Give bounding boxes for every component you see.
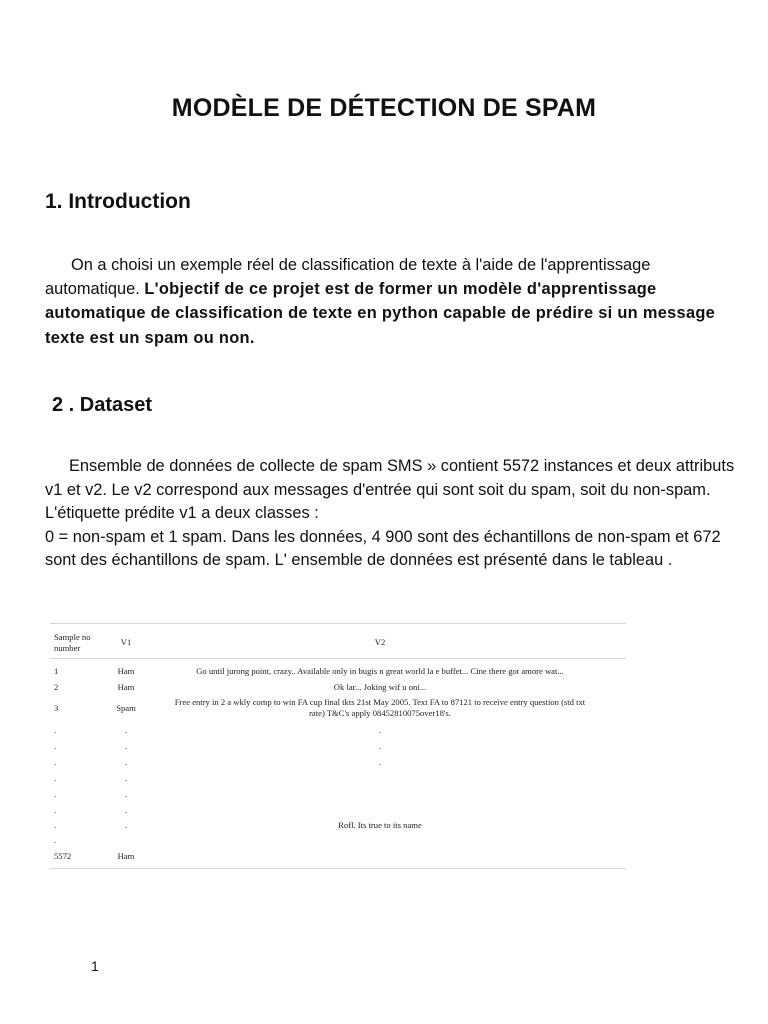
table-cell-sample: . [54, 773, 57, 783]
dataset-text-2: 0 = non-spam et 1 spam. Dans les données, 4 900 sont des échantillons de non-spam et 672 sont des échantillons de spam. L' ensemble de données est présenté dans le tableau . [45, 527, 721, 569]
table-rule-header [50, 658, 626, 659]
table-cell-sample: 1 [54, 666, 59, 676]
table-cell-v1: . [124, 789, 128, 799]
table-cell-sample: . [54, 725, 57, 735]
table-cell-sample: . [54, 789, 57, 799]
dataset-table [50, 623, 626, 869]
table-cell-sample: . [54, 741, 57, 751]
table-cell-v2: Free entry in 2 a wkly comp to win FA cup final tkts 21st May 2005. Text FA to 87121 to receive entry question (std txt rate) T&C's apply 08452810075over18's. [174, 697, 586, 718]
table-cell-sample: . [54, 820, 57, 830]
introduction-objective-text: L'objectif de ce projet est de former un modèle d'apprentissage automatique de classification de texte en python capable de prédire si un message texte est un spam ou non. [45, 280, 716, 347]
table-cell-v1: . [124, 725, 128, 735]
table-cell-v2: . [378, 725, 382, 735]
table-rule-top [50, 623, 626, 624]
table-cell-sample: . [54, 757, 57, 767]
table-cell-v1: Ham [117, 682, 135, 692]
table-cell-v2: Rofl. Its true to its name [338, 820, 422, 830]
table-cell-v2: Ok lar... Joking wif u oni... [333, 682, 427, 692]
introduction-text: On a choisi un exemple réel de classification de texte à l'aide de l'apprentissage automatique. [45, 256, 651, 299]
table-rule-bottom [50, 868, 626, 869]
table-cell-v2: Go until jurong point, crazy.. Available only in bugis n great world la e buffet... Cine there got amore wat... [196, 666, 564, 676]
table-cell-sample: . [54, 835, 57, 845]
table-header-sample: Sample no number [54, 632, 91, 653]
table-header-v2: V2 [374, 637, 386, 647]
table-cell-sample: 3 [54, 703, 59, 713]
table-cell-sample: 2 [54, 682, 59, 692]
table-cell-v1: Ham [117, 666, 135, 676]
table-cell-v1: . [124, 773, 128, 783]
table-cell-v1: . [124, 820, 128, 830]
table-cell-v1: . [124, 741, 128, 751]
page-number: 1 [91, 958, 99, 974]
table-cell-sample: . [54, 805, 57, 815]
table-cell-v1: . [124, 805, 128, 815]
introduction-paragraph [45, 253, 735, 350]
document-title: MODÈLE DE DÉTECTION DE SPAM [171, 94, 597, 122]
table-cell-v1: Spam [116, 703, 136, 713]
dataset-text: Ensemble de données de collecte de spam SMS » contient 5572 instances et deux attributs v1 et v2. Le v2 correspond aux messages d'entrée qui sont soit du spam, soit du non-spam. L'étiquette prédite v1 a deux classes : [45, 457, 735, 522]
table-cell-v1: . [124, 757, 128, 767]
table-header-v1: V1 [120, 637, 132, 647]
section-heading-dataset: 2 . Dataset [52, 394, 153, 416]
table-cell-v2: . [378, 757, 382, 767]
section-heading-introduction: 1. Introduction [45, 190, 191, 213]
table-cell-v2: . [378, 741, 382, 751]
table-cell-sample: 5572 [54, 851, 72, 861]
table-cell-v1: Ham [117, 851, 135, 861]
dataset-paragraph [45, 455, 735, 573]
